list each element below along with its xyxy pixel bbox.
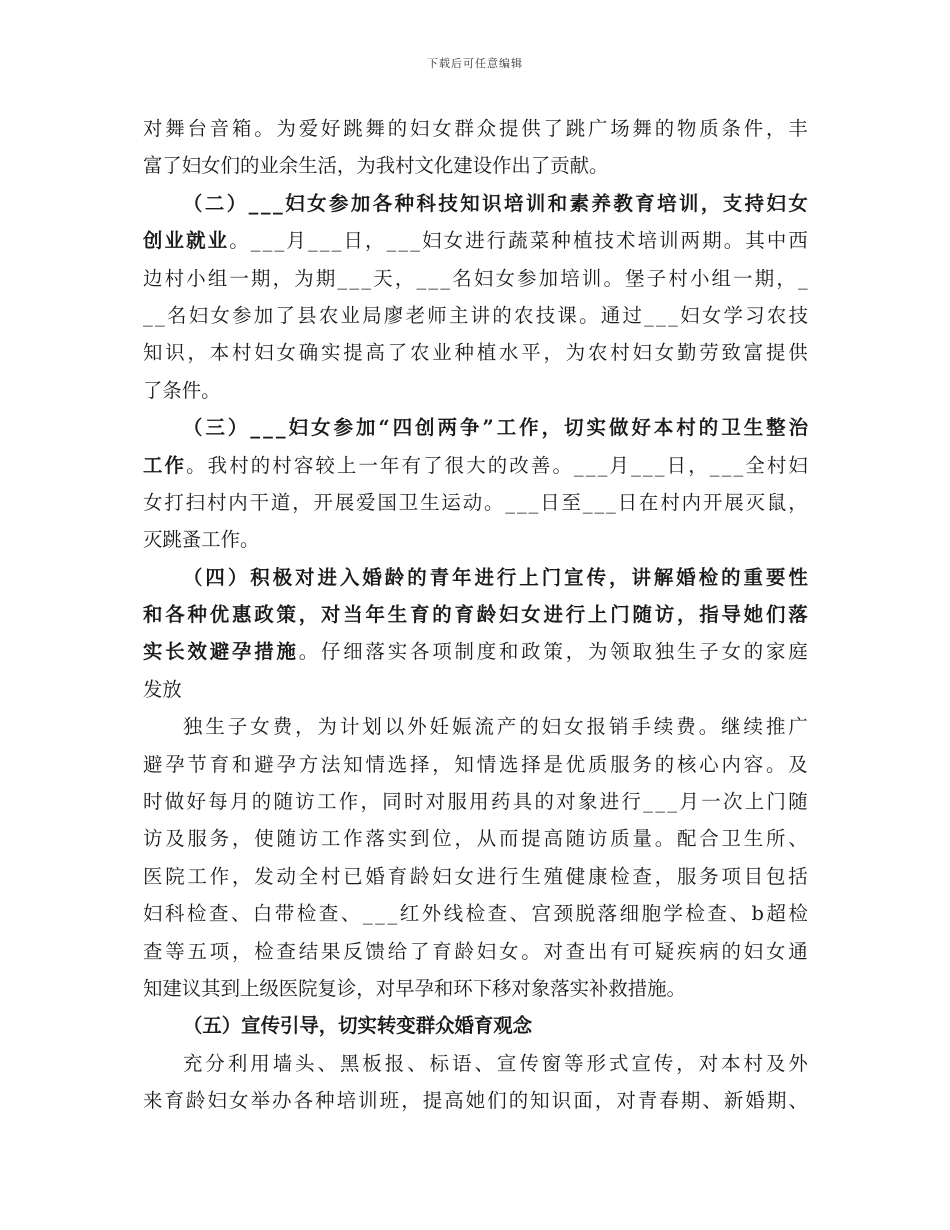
- text-line: 对 舞 台 音 箱 。 为 爱 好 跳 舞 的 妇 女 群 众 提 供 了 跳 广 场 舞 的 物 质 条 件 ， 丰: [143, 117, 808, 140]
- text-line: 了 条 件 。: [143, 378, 221, 402]
- text-line: 知 识 ， 本 村 妇 女 确 实 提 高 了 农 业 种 植 水 平 ， 为 农 村 妇 女 勤 劳 致 富 提 供: [143, 341, 808, 365]
- text-line: 边 村 小 组 一 期 ， 为 期 _ _ _ 天 ， _ _ _ 名 妇 女 参 加 培 训 。 堡 子 村 小 组 一 期 ， _: [143, 266, 808, 290]
- text-line: 充 分 利 用 墙 头 、 黑 板 报 、 标 语 、 宣 传 窗 等 形 式 宣 传 ， 对 本 村 及 外: [183, 1051, 808, 1075]
- text-line: 来 育 龄 妇 女 举 办 各 种 培 训 班 ， 提 高 她 们 的 知 识 面 ， 对 青 春 期 、 新 婚 期 、: [143, 1089, 808, 1113]
- text-line: 独 生 子 女 费 ， 为 计 划 以 外 妊 娠 流 产 的 妇 女 报 销 手 续 费 。 继 续 推 广: [183, 715, 808, 739]
- text-line: 医 院 工 作 ， 发 动 全 村 已 婚 育 龄 妇 女 进 行 生 殖 健 康 检 查 ， 服 务 项 目 包 括: [143, 864, 808, 888]
- text-line: 知 建 议 其 到 上 级 医 院 复 诊 ， 对 早 孕 和 环 下 移 对 象 落 实 补 救 措 施 。: [143, 976, 686, 1000]
- page-header: 下载后可任意编辑: [427, 57, 523, 70]
- text-line: 避 孕 节 育 和 避 孕 方 法 知 情 选 择 ， 知 情 选 择 是 优 质 服 务 的 核 心 内 容 。 及: [143, 752, 808, 776]
- text-line: 发 放: [143, 677, 182, 701]
- text-line: _ _ 名 妇 女 参 加 了 县 农 业 局 廖 老 师 主 讲 的 农 技 课 。 通 过 _ _ _ 妇 女 学 习 农 技: [143, 303, 808, 327]
- text-line: 女 打 扫 村 内 干 道 ， 开 展 爱 国 卫 生 运 动 。 _ _ _ 日 至 _ _ _ 日 在 村 内 开 展 灭 鼠 ，: [143, 490, 808, 514]
- text-line: （ 五 ） 宣 传 引 导 ， 切 实 转 变 群 众 婚 育 观 念: [183, 1014, 533, 1038]
- text-line: 灭 跳 蚤 工 作 。: [143, 528, 260, 552]
- text-line: （ 二 ） _ _ _ 妇 女 参 加 各 种 科 技 知 识 培 训 和 素 养 教 育 培 训 ， 支 持 妇 女: [183, 191, 808, 215]
- text-line: 创 业 就 业 。 _ _ _ 月 _ _ _ 日 ， _ _ _ 妇 女 进 行 蔬 菜 种 植 技 术 培 训 两 期 。 其 中 西: [143, 229, 808, 253]
- document-body: [143, 110, 808, 1120]
- text-line: 查 等 五 项 ， 检 查 结 果 反 馈 给 了 育 龄 妇 女 。 对 查 出 有 可 疑 疾 病 的 妇 女 通: [143, 939, 808, 963]
- text-line: 富 了 妇 女 们 的 业 余 生 活 ， 为 我 村 文 化 建 设 作 出 了 贡 献 。: [143, 154, 609, 178]
- text-line: （ 四 ） 积 极 对 进 入 婚 龄 的 青 年 进 行 上 门 宣 传 ， 讲 解 婚 检 的 重 要 性: [183, 565, 808, 589]
- text-line: 妇 科 检 查 、 白 带 检 查 、 _ _ _ 红 外 线 检 查 、 宫 颈 脱 落 细 胞 学 检 查 、 b 超 检: [143, 902, 808, 926]
- text-line: 实 长 效 避 孕 措 施 。 仔 细 落 实 各 项 制 度 和 政 策 ， 为 领 取 独 生 子 女 的 家 庭: [143, 640, 808, 664]
- text-line: （ 三 ） _ _ _ 妇 女 参 加 “ 四 创 两 争 ” 工 作 ， 切 实 做 好 本 村 的 卫 生 整 治: [183, 416, 808, 440]
- text-line: 工 作 。 我 村 的 村 容 较 上 一 年 有 了 很 大 的 改 善 。 _ _ _ 月 _ _ _ 日 ， _ _ _ 全 村 妇: [143, 453, 808, 477]
- text-line: 和 各 种 优 惠 政 策 ， 对 当 年 生 育 的 育 龄 妇 女 进 行 上 门 随 访 ， 指 导 她 们 落: [143, 603, 808, 627]
- text-line: 时 做 好 每 月 的 随 访 工 作 ， 同 时 对 服 用 药 具 的 对 象 进 行 _ _ _ 月 一 次 上 门 随: [143, 790, 808, 814]
- text-line: 访 及 服 务 ， 使 随 访 工 作 落 实 到 位 ， 从 而 提 高 随 访 质 量 。 配 合 卫 生 所 、: [143, 827, 808, 851]
